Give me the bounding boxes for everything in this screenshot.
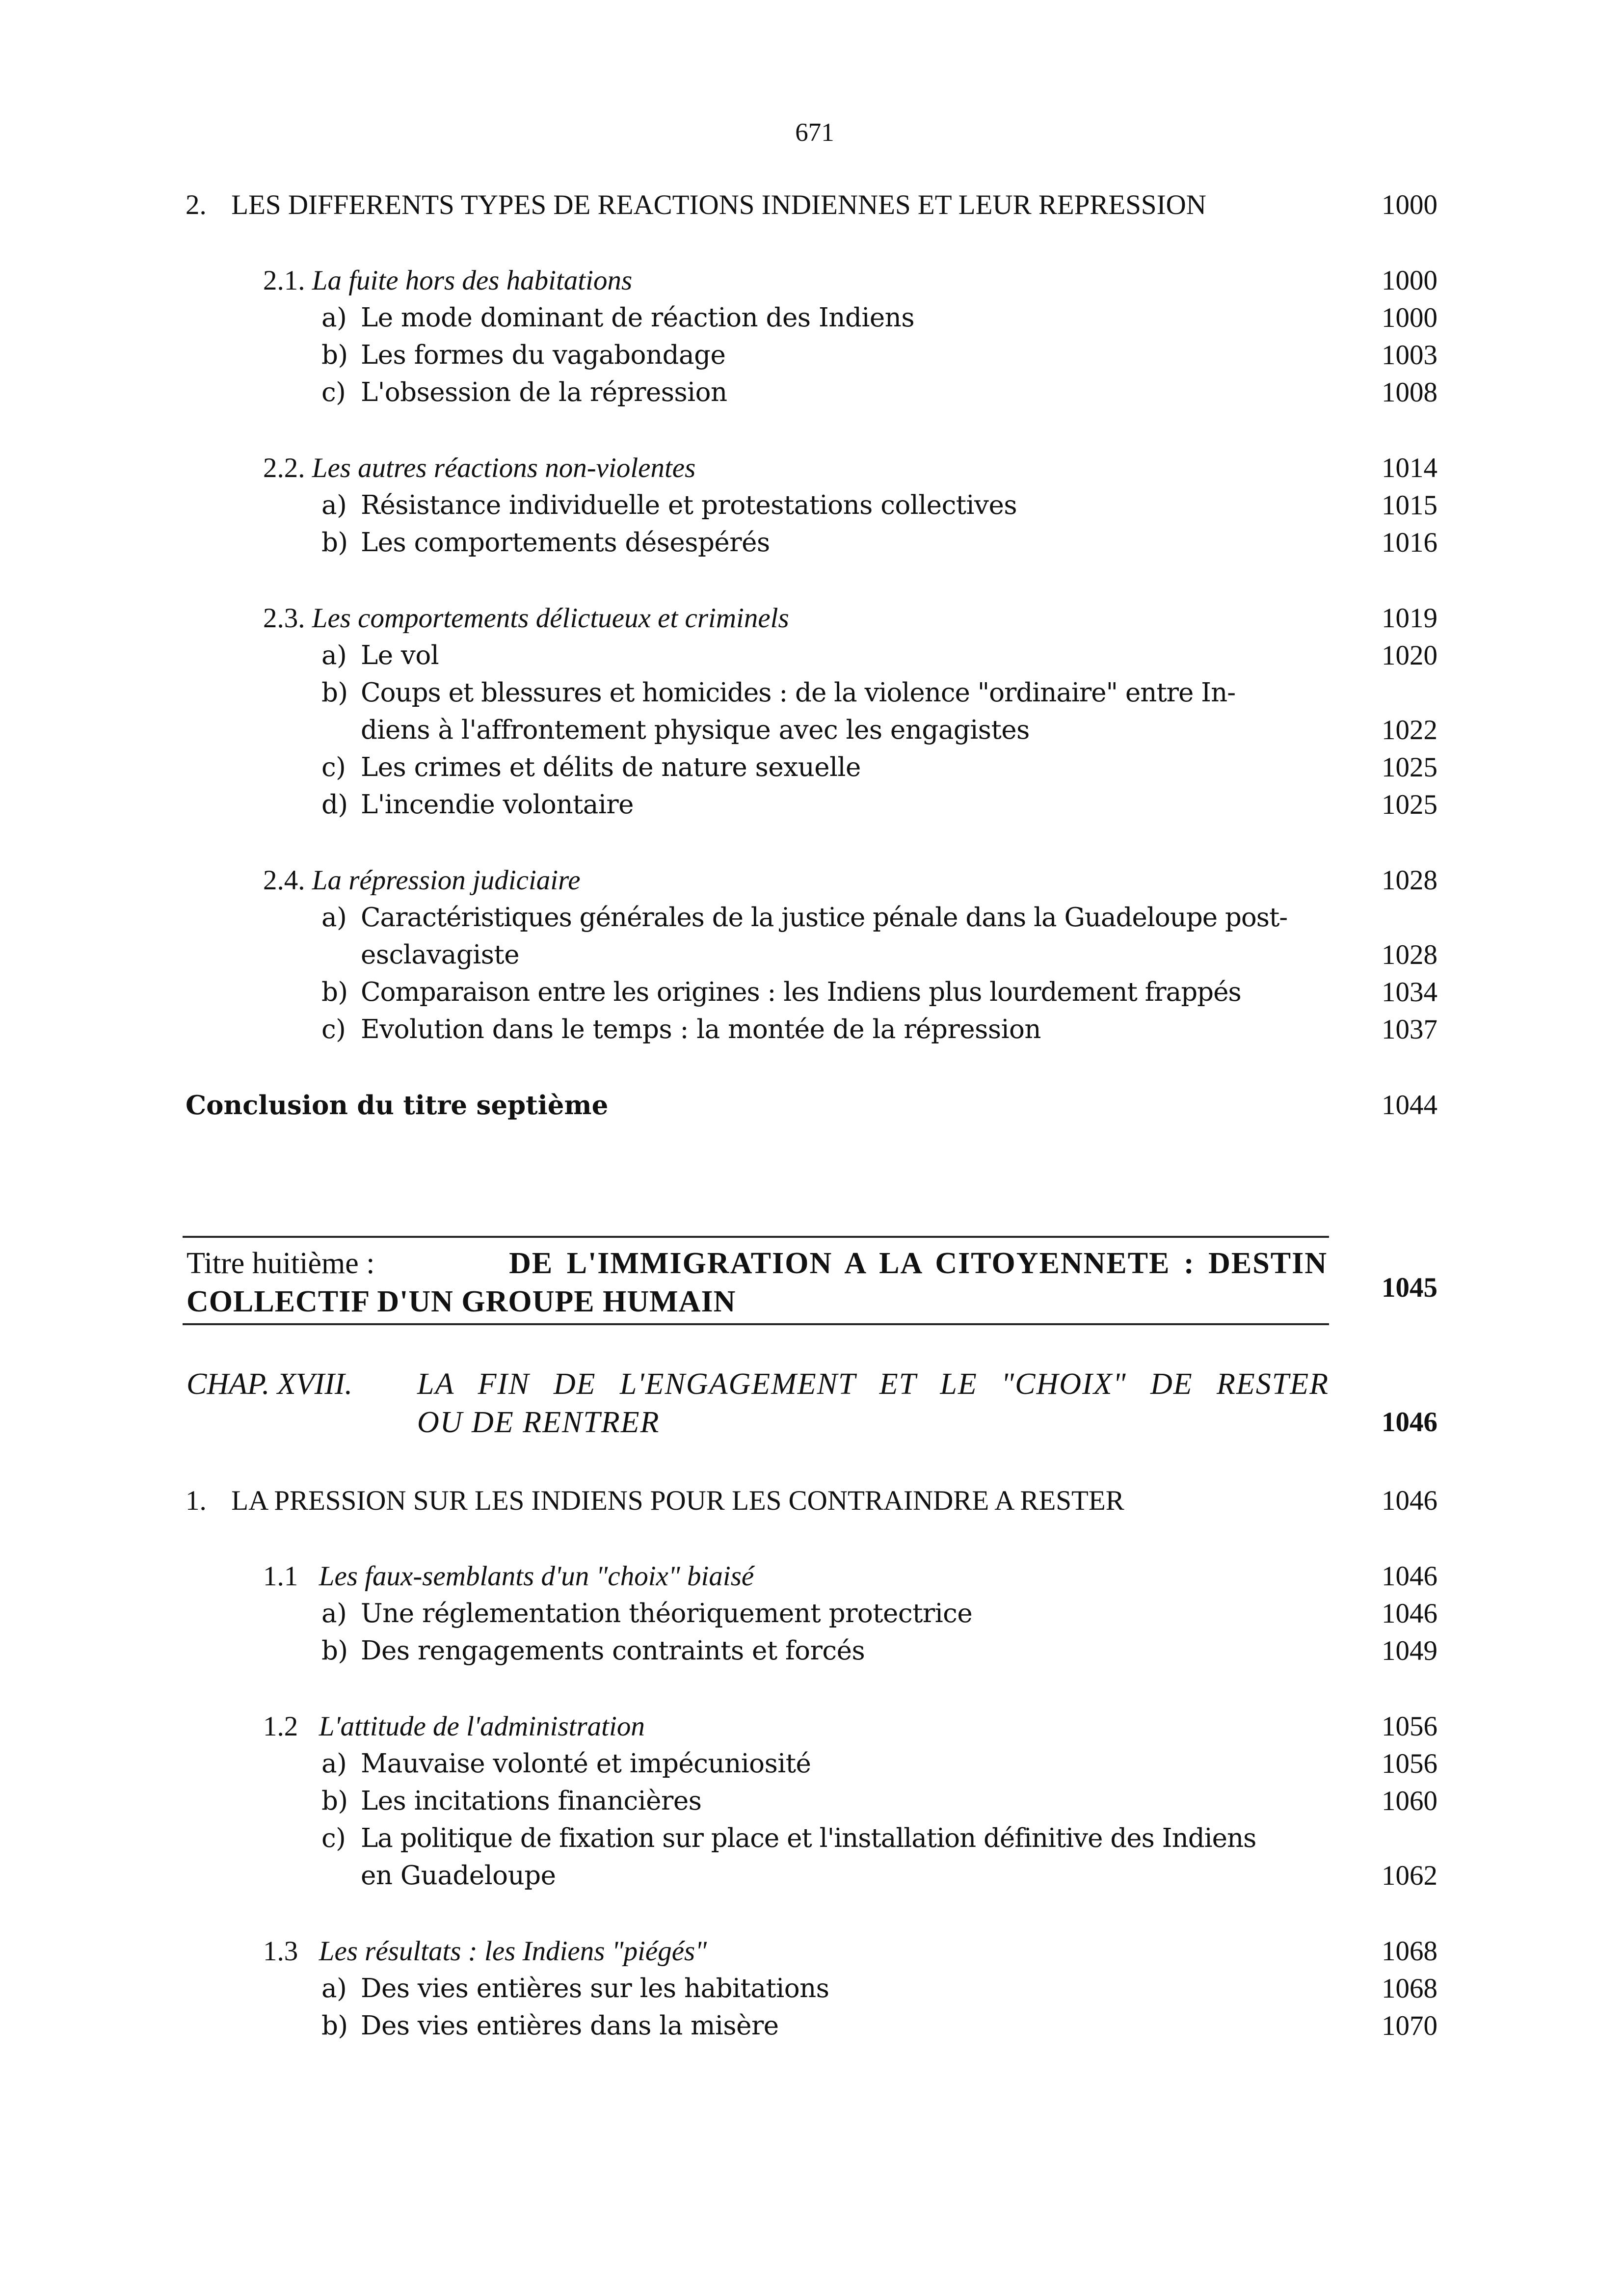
chapter-label[interactable]: CHAP. XVIII.	[186, 1367, 353, 1401]
item-page: 1037	[1382, 1014, 1437, 1045]
item-label: c)	[321, 1015, 346, 1044]
item-text: Des vies entières dans la misère	[361, 2011, 779, 2041]
subsection-title: L'attitude de l'administration	[319, 1711, 645, 1742]
subsection-page: 1014	[1382, 453, 1437, 483]
subsection-page: 1019	[1382, 603, 1437, 634]
toc-item[interactable]	[321, 299, 914, 337]
titre-heading-line2: COLLECTIF D'UN GROUPE HUMAIN	[186, 1285, 736, 1318]
subsection-page: 1000	[1382, 265, 1437, 296]
item-label: a)	[321, 641, 347, 670]
item-page: 1015	[1382, 490, 1437, 521]
item-text: Résistance individuelle et protestations collectives	[361, 490, 1017, 520]
item-page: 1046	[1382, 1598, 1437, 1629]
item-label: b)	[321, 2011, 348, 2041]
item-label: c)	[321, 752, 346, 782]
subsection-title: Les comportements délictueux et criminels	[312, 603, 789, 634]
toc-item-continuation	[361, 936, 519, 974]
subsection-page: 1046	[1382, 1561, 1437, 1592]
item-page: 1049	[1382, 1635, 1437, 1666]
item-page: 1022	[1382, 715, 1437, 746]
item-label: b)	[321, 528, 348, 558]
section-title: LES DIFFERENTS TYPES DE REACTIONS INDIENNES ET LEUR REPRESSION	[231, 189, 1206, 220]
subsection-number: 2.4.	[263, 865, 305, 896]
item-page: 1060	[1382, 1786, 1437, 1816]
item-page: 1008	[1382, 377, 1437, 408]
section-page: 1046	[1382, 1485, 1437, 1516]
item-page: 1070	[1382, 2010, 1437, 2041]
section-2-heading[interactable]	[186, 187, 1206, 224]
item-page: 1056	[1382, 1748, 1437, 1779]
subsection-2-3[interactable]	[263, 600, 789, 637]
item-text: Le mode dominant de réaction des Indiens	[361, 303, 915, 333]
item-text: Coups et blessures et homicides : de la violence "ordinaire" entre In-	[361, 678, 1236, 708]
toc-item[interactable]	[321, 1595, 972, 1632]
item-text: La politique de fixation sur place et l'installation définitive des Indiens	[361, 1823, 1256, 1853]
toc-item[interactable]	[321, 899, 1287, 936]
item-page: 1025	[1382, 789, 1437, 820]
item-label: c)	[321, 1823, 346, 1853]
item-text: Une réglementation théoriquement protectrice	[361, 1599, 973, 1629]
item-text: Le vol	[361, 641, 439, 670]
subsection-1-1[interactable]	[263, 1558, 754, 1595]
item-label: a)	[321, 303, 347, 333]
subsection-number: 2.3.	[263, 603, 305, 634]
subsection-1-2[interactable]	[263, 1708, 645, 1745]
subsection-2-4[interactable]	[263, 862, 581, 899]
item-page: 1025	[1382, 752, 1437, 783]
item-label: a)	[321, 1749, 347, 1779]
item-label: a)	[321, 490, 347, 520]
page-number: 671	[795, 118, 834, 147]
item-text: Mauvaise volonté et impécuniosité	[361, 1749, 811, 1779]
subsection-page: 1068	[1382, 1936, 1437, 1967]
subsection-title: La fuite hors des habitations	[312, 265, 633, 296]
item-label: d)	[321, 790, 348, 820]
item-text-continued: esclavagiste	[361, 940, 520, 970]
toc-item[interactable]	[321, 786, 634, 824]
conclusion-entry[interactable]: Conclusion du titre septième	[186, 1090, 609, 1121]
subsection-2-2[interactable]	[263, 450, 695, 487]
conclusion-page: 1044	[1382, 1090, 1437, 1121]
item-page: 1034	[1382, 977, 1437, 1008]
toc-item[interactable]	[321, 337, 725, 374]
subsection-title: Les autres réactions non-violentes	[312, 453, 696, 483]
titre-title-line1: DE L'IMMIGRATION A LA CITOYENNETE : DESTIN	[509, 1247, 1328, 1280]
section-number: 1.	[186, 1485, 207, 1516]
chapter-title-line1: LA FIN DE L'ENGAGEMENT ET LE "CHOIX" DE RESTER	[417, 1367, 1329, 1401]
chapter-title-line2: OU DE RENTRER	[417, 1406, 660, 1439]
toc-item[interactable]	[321, 974, 1241, 1011]
toc-item[interactable]	[321, 1632, 865, 1670]
item-text: Comparaison entre les origines : les Indiens plus lourdement frappés	[361, 977, 1241, 1007]
toc-item[interactable]	[321, 524, 770, 561]
item-page: 1020	[1382, 640, 1437, 671]
chapter-page: 1046	[1382, 1407, 1437, 1438]
item-label: a)	[321, 903, 347, 933]
toc-item[interactable]	[321, 674, 1235, 712]
item-text: Des vies entières sur les habitations	[361, 1974, 829, 2003]
item-label: c)	[321, 377, 346, 407]
item-page: 1003	[1382, 340, 1437, 371]
item-text: Les crimes et délits de nature sexuelle	[361, 752, 861, 782]
section-number: 2.	[186, 189, 207, 220]
subsection-number: 1.1	[263, 1561, 298, 1592]
item-text: Des rengagements contraints et forcés	[361, 1636, 865, 1666]
item-page: 1062	[1382, 1860, 1437, 1891]
item-label: b)	[321, 340, 348, 370]
subsection-2-1[interactable]	[263, 262, 632, 299]
subsection-number: 2.2.	[263, 453, 305, 483]
item-text: Les formes du vagabondage	[361, 340, 726, 370]
titre-bottom-rule	[183, 1323, 1329, 1325]
subsection-1-3[interactable]	[263, 1933, 707, 1970]
item-text: L'obsession de la répression	[361, 377, 727, 407]
item-page: 1068	[1382, 1973, 1437, 2004]
item-label: a)	[321, 1599, 347, 1629]
toc-item[interactable]	[321, 637, 439, 674]
item-label: b)	[321, 1786, 348, 1816]
toc-item[interactable]	[321, 487, 1017, 524]
toc-item[interactable]	[321, 1011, 1041, 1048]
item-text: Les incitations financières	[361, 1786, 702, 1816]
titre-top-rule	[183, 1236, 1329, 1238]
titre-prefix: Titre huitième :	[186, 1247, 375, 1280]
titre-page: 1045	[1382, 1272, 1437, 1303]
toc-item[interactable]	[321, 1745, 811, 1783]
subsection-page: 1028	[1382, 865, 1437, 896]
section-page: 1000	[1382, 189, 1437, 220]
item-label: b)	[321, 977, 348, 1007]
item-text: Evolution dans le temps : la montée de la répression	[361, 1015, 1041, 1044]
subsection-number: 2.1.	[263, 265, 305, 296]
item-page: 1028	[1382, 939, 1437, 970]
toc-item[interactable]	[321, 1783, 701, 1820]
titre-heading-line1[interactable]	[186, 1245, 1328, 1282]
item-text-continued: diens à l'affrontement physique avec les engagistes	[361, 715, 1030, 745]
toc-item[interactable]	[321, 2007, 779, 2045]
subsection-title: La répression judiciaire	[312, 865, 581, 896]
item-page: 1000	[1382, 302, 1437, 333]
item-text-continued: en Guadeloupe	[361, 1861, 556, 1891]
toc-item[interactable]	[321, 1970, 829, 2007]
item-page: 1016	[1382, 527, 1437, 558]
item-text: Les comportements désespérés	[361, 528, 770, 558]
section-1-heading[interactable]	[186, 1482, 1124, 1520]
toc-item[interactable]	[321, 374, 727, 411]
toc-item[interactable]	[321, 749, 861, 786]
subsection-title: Les résultats : les Indiens "piégés"	[319, 1936, 707, 1967]
item-label: a)	[321, 1974, 347, 2003]
item-label: b)	[321, 1636, 348, 1666]
item-label: b)	[321, 678, 348, 708]
toc-item-continuation	[361, 712, 1030, 749]
item-text: L'incendie volontaire	[361, 790, 634, 820]
section-title: LA PRESSION SUR LES INDIENS POUR LES CONTRAINDRE A RESTER	[231, 1485, 1124, 1516]
subsection-number: 1.2	[263, 1711, 298, 1742]
item-text: Caractéristiques générales de la justice pénale dans la Guadeloupe post-	[361, 903, 1288, 933]
subsection-page: 1056	[1382, 1711, 1437, 1742]
subsection-title: Les faux-semblants d'un "choix" biaisé	[319, 1561, 754, 1592]
toc-item[interactable]	[321, 1820, 1256, 1857]
toc-item-continuation	[361, 1857, 556, 1895]
subsection-number: 1.3	[263, 1936, 298, 1967]
